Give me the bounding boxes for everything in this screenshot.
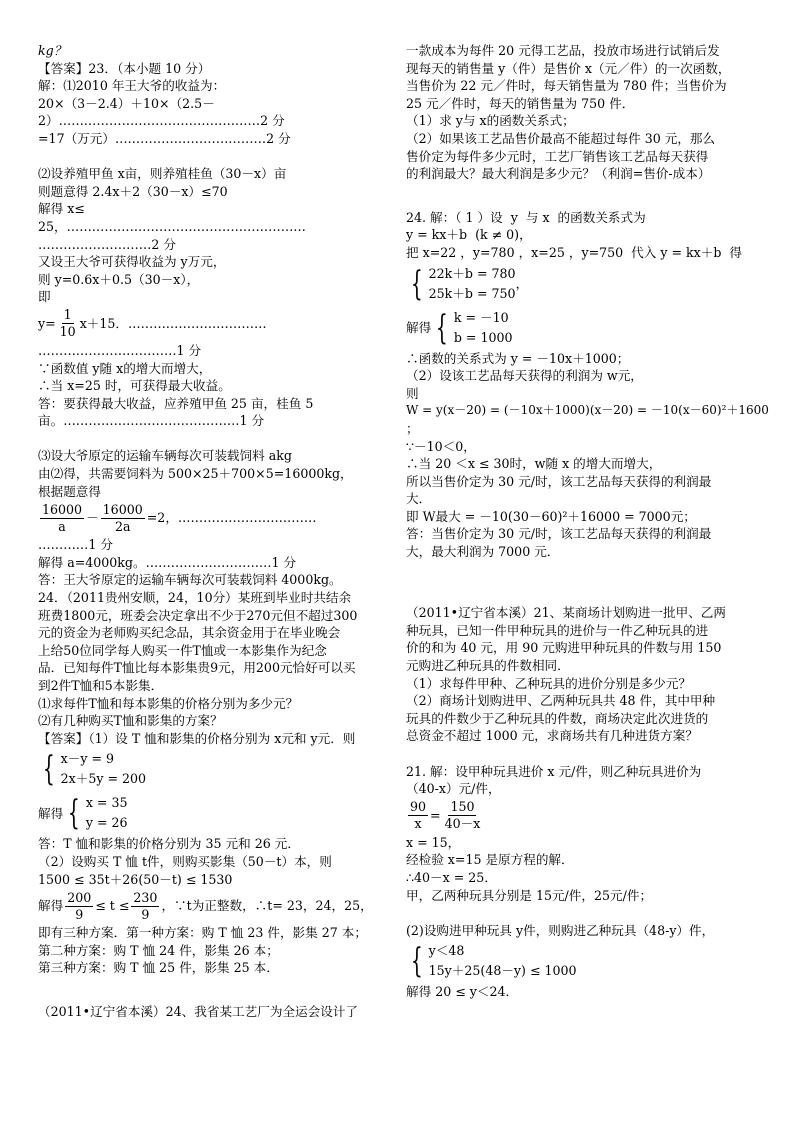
- text-line: 答：要获得最大收益，应养殖甲鱼 25 亩，桂鱼 5: [38, 395, 314, 411]
- text-line: 则: [406, 385, 419, 401]
- text-line: 25 元／件时，每天的销售量为 750 件．: [406, 95, 635, 111]
- equation-system: { x－y = 9 2x＋5y = 200: [42, 749, 147, 790]
- question-21: [406, 604, 794, 745]
- text-line: 到2件T恤和5本影集．: [38, 678, 164, 693]
- text-line: 解得 20 ≤ y＜24．: [406, 984, 519, 1000]
- text-line: ∴当 x=25 时，可获得最大收益。: [38, 378, 231, 394]
- right-column: [406, 42, 794, 1001]
- fraction-den: 9: [141, 906, 150, 922]
- text-line: 甲，乙两种玩具分别是 15元/件，25元/件；: [406, 887, 653, 903]
- equation-system-solution: 解得 { k = －10 b = 1000: [406, 307, 513, 348]
- text-line: 则题意得 2.4x＋2（30－x）≤70: [38, 183, 228, 199]
- text-line: 上给50位同学每人购买一件T恤或一本影集作为纪念: [38, 642, 327, 658]
- text-line: 大，最大利润为 7000 元．: [406, 544, 560, 560]
- text-line: 即 W最大 = －10(30－60)²＋16000 = 7000元；: [406, 508, 696, 524]
- fraction: [408, 799, 428, 832]
- fraction-num: 230: [133, 889, 158, 905]
- text-line: 品．已知每件T恤比每本影集贵9元，用200元恰好可以买: [38, 660, 356, 676]
- answer-23-part3: [38, 447, 386, 976]
- text-line: ∴40－x = 25．: [406, 869, 497, 885]
- text-line: 【答案】（1）设 T 恤和影集的价格分别为 x元和 y元．则: [38, 730, 356, 746]
- solve-label: 解得: [38, 805, 64, 821]
- text-line: 则 y=0.6x＋0.5（30－x），: [38, 271, 200, 287]
- text-line: （40-x）元/件，: [406, 781, 501, 797]
- text-line: 种玩具，已知一件甲种玩具的进价与一件乙种玩具的进: [406, 622, 709, 638]
- text-line: （2）设购买 T 恤 t件，则购买影集（50－t）本，则: [38, 853, 332, 869]
- text-line: 经检验 x=15 是原方程的解．: [406, 852, 574, 868]
- text-line: ∵－10＜0，: [406, 438, 476, 454]
- text-line: …………1 分: [38, 537, 113, 553]
- fraction-num: 90: [410, 799, 427, 815]
- fraction-num: 16000: [102, 501, 143, 517]
- system-row: 22k＋b = 780: [428, 265, 516, 281]
- text-line: 玩具的件数少于乙种玩具的件数，商场决定此次进货的: [406, 710, 709, 726]
- question-24: [406, 42, 794, 183]
- text-line: 的利润最大？最大利润是多少元？（利润=售价-成本）: [406, 166, 711, 182]
- fraction: [131, 890, 159, 923]
- fraction: [443, 799, 483, 832]
- text-line: 21. 解：设甲种玩具进价 x 元/件，则乙种玩具进价为: [406, 763, 702, 779]
- text-line: 第二种方案：购 T 恤 24 件，影集 26 本；: [38, 942, 279, 958]
- text-line: ⑴求每件T恤和每本影集的价格分别为多少元？: [38, 695, 299, 711]
- text-line: 1500 ≤ 35t＋26(50－t) ≤ 1530: [38, 871, 233, 887]
- text-line: 总资金不超过 1000 元，求商场共有几种进货方案？: [406, 728, 698, 744]
- text-line: 所以当售价定为 30 元/时，该工艺品每天获得的利润最: [406, 473, 712, 489]
- text-line: 24．（2011贵州安顺，24，10分）某班到毕业时共结余: [38, 590, 352, 606]
- text-line: (2)设购进甲种玩具 y件，则购进乙种玩具（48-y）件，: [406, 922, 715, 938]
- text-line: 答：当售价定为 30 元/时，该工艺品每天获得的利润最: [406, 526, 712, 542]
- fraction: [40, 502, 84, 535]
- fraction-den: x: [414, 816, 422, 832]
- fraction-num: 200: [67, 889, 92, 905]
- text-line: 2）…………………………………………2 分: [38, 113, 285, 129]
- answer-21: [406, 763, 794, 905]
- text-line: kg？: [38, 43, 67, 58]
- text-line: ………………………2 分: [38, 236, 176, 252]
- equation-line: $\frac{90}{x}$ = $\frac{150}{40-x}$: [410, 799, 481, 832]
- system-row: 25k＋b = 750: [428, 285, 516, 301]
- fraction-num: 1: [63, 307, 72, 323]
- system-row: 15y＋25(48－y) ≤ 1000: [428, 963, 577, 979]
- text-line: =17（万元）………………………………2 分: [38, 130, 291, 146]
- fraction-den: 10: [59, 324, 76, 340]
- text-line: 亩。……………………………………1 分: [38, 413, 265, 429]
- equation-line: [38, 306, 386, 342]
- text-line: ⑶设大爷原定的运输车辆每次可装载饲料 akg: [38, 448, 292, 464]
- system-suffix: ，: [515, 275, 529, 291]
- text-line: ∵函数值 y随 x的增大而增大，: [38, 360, 212, 376]
- text-line: 答：T 恤和影集的价格分别为 35 元和 26 元．: [38, 836, 300, 852]
- text-line: 即: [38, 289, 51, 305]
- fraction-den: 9: [75, 906, 84, 922]
- text-line: 解：⑴2010 年王大爷的收益为：: [38, 78, 226, 94]
- text-line: （2）如果该工艺品售价最高不能超过每件 30 元，那么: [406, 130, 716, 146]
- text-line: （1）求每件甲种、乙种玩具的进价分别是多少元？: [406, 675, 692, 691]
- text-line: W = y(x－20) = (－10x＋1000)(x－20) = －10(x－60)²＋1600: [406, 403, 769, 418]
- system-row: y = 26: [85, 815, 128, 831]
- equation-system: { 22k＋b = 780 25k＋b = 750 ，: [410, 263, 529, 304]
- eq-prefix: 解得: [38, 898, 64, 914]
- system-row: x = 35: [85, 795, 128, 811]
- fraction-den: 2a: [114, 518, 131, 534]
- text-line: ……………………………1 分: [38, 342, 202, 358]
- equation-system: { y＜48 15y＋25(48－y) ≤ 1000: [410, 941, 577, 982]
- text-line: ；: [406, 420, 419, 436]
- eq-prefix: y=: [38, 316, 56, 332]
- text-line: ∴当 20 ＜x ≤ 30时，w随 x 的增大而增大，: [406, 456, 662, 472]
- text-line: 现每天的销售量 y（件）是售价 x（元／件）的一次函数，: [406, 60, 731, 76]
- text-line: 元的资金为老师购买纪念品，其余资金用于在毕业晚会: [38, 625, 341, 641]
- text-line: 由⑵得，共需要饲料为 500×25＋700×5=16000kg，: [38, 466, 353, 482]
- text-line: （2）设该工艺品每天获得的利润为 w元，: [406, 368, 643, 384]
- eq-mid: ≤ t ≤: [95, 898, 130, 914]
- eq-suffix: =2，……………………………: [146, 510, 317, 526]
- text-line: 根据题意得: [38, 483, 101, 499]
- text-line: y = kx＋b (k ≠ 0)，: [406, 227, 532, 243]
- text-line: （2011•辽宁省本溪）21、某商场计划购进一批甲、乙两: [406, 605, 726, 621]
- text-line: 25，…………………………………………………: [38, 218, 306, 234]
- text-line: 当售价为 22 元／件时，每天销售量为 780 件；当售价为: [406, 78, 727, 94]
- fraction: [65, 890, 93, 923]
- text-line: （1）求 y与 x的函数关系式；: [406, 113, 575, 129]
- text-line: 解得 a=4000kg。…………………………1 分: [38, 554, 297, 570]
- text-line: 一款成本为每件 20 元得工艺品，投放市场进行试销后发: [406, 43, 720, 58]
- fraction-den: 40－x: [444, 816, 481, 832]
- answer-21-part2: [406, 922, 794, 1001]
- text-line: ∴函数的关系式为 y = －10x＋1000；: [406, 350, 630, 366]
- text-line: ⑵有几种购买T恤和影集的方案？: [38, 713, 223, 729]
- system-row: k = －10: [453, 309, 509, 325]
- text-line: 24. 解：（ 1 ）设 y 与 x 的函数关系式为: [406, 209, 646, 225]
- text-line: 第三种方案：购 T 恤 25 件，影集 25 本．: [38, 960, 279, 976]
- text-line: 【答案】23．（本小题 10 分）: [38, 60, 211, 76]
- text-line: 答：王大爷原定的运输车辆每次可装载饲料 4000kg。: [38, 572, 342, 588]
- text-line: ⑵设养殖甲鱼 x亩，则养殖桂鱼（30－x）亩: [38, 166, 287, 182]
- text-line: 把 x=22 ，y=780 ，x=25 ，y=750 代入 y = kx＋b 得: [406, 244, 743, 260]
- text-line: 价的和为 40 元，用 90 元购进甲种玩具的件数与用 150: [406, 640, 722, 656]
- equation-line: [38, 888, 386, 924]
- text-line: 即有三种方案．第一种方案：购 T 恤 23 件，影集 27 本；: [38, 925, 367, 941]
- fraction-num: 16000: [42, 501, 83, 517]
- answer-23-part2: [38, 165, 386, 430]
- text-line: 售价定为每件多少元时，工艺厂销售该工艺品每天获得: [406, 148, 709, 164]
- fraction-den: a: [58, 518, 66, 534]
- equation-line: $\frac{16000}{a}$ － $\frac{16000}{2a}$ =2，……………………………: [42, 501, 317, 534]
- system-row: x－y = 9: [60, 751, 115, 767]
- fraction-num: 150: [450, 799, 475, 815]
- eq-suffix: x＋15．……………………………: [79, 316, 267, 332]
- text-line: 解得 x≤: [38, 201, 85, 217]
- answer-24: [406, 209, 794, 561]
- text-line: （2011•辽宁省本溪）24、我省某工艺厂为全运会设计了: [38, 1003, 358, 1019]
- fraction: [58, 307, 78, 340]
- equation-system-solution: 解得 { x = 35 y = 26: [38, 793, 128, 834]
- text-line: 又设王大爷可获得收益为 y万元，: [38, 254, 226, 270]
- fraction: [101, 502, 145, 535]
- text-line: 班费1800元，班委会决定拿出不少于270元但不超过300: [38, 607, 358, 623]
- system-row: y＜48: [428, 943, 465, 959]
- text-line: x = 15，: [406, 834, 461, 850]
- text-line: （2）商场计划购进甲、乙两种玩具共 48 件，其中甲种: [406, 693, 716, 709]
- system-row: 2x＋5y = 200: [60, 771, 147, 787]
- text-line: 20×（3－2.4）＋10×（2.5－: [38, 95, 215, 111]
- text-line: 元购进乙种玩具的件数相同．: [406, 658, 570, 674]
- text-line: 大．: [406, 491, 432, 507]
- answer-23-part1: [38, 42, 386, 148]
- left-column: [38, 42, 386, 1021]
- system-row: b = 1000: [453, 329, 513, 345]
- solve-label: 解得: [406, 319, 432, 335]
- eq-suffix: ，∵t为正整数，∴t= 23，24，25，: [161, 898, 373, 914]
